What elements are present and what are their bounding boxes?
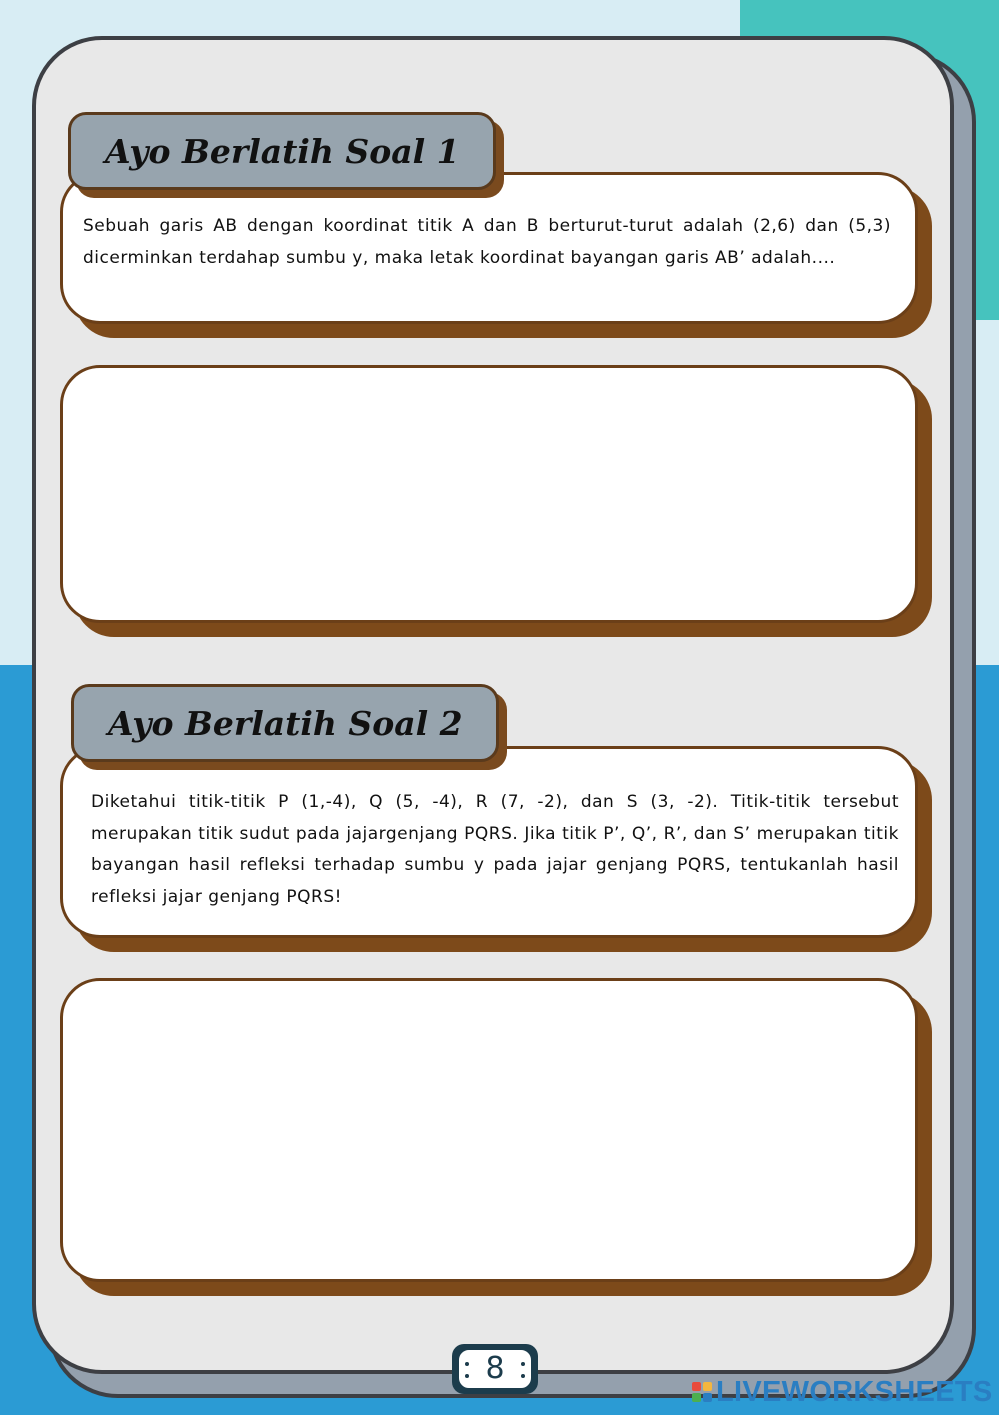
answer-2-input[interactable] xyxy=(87,1005,895,1255)
liveworksheets-logo-icon xyxy=(692,1382,712,1402)
page-dot xyxy=(465,1362,469,1366)
page-dot xyxy=(465,1374,469,1378)
page-dot xyxy=(521,1374,525,1378)
answer-2-box[interactable] xyxy=(60,978,918,1282)
question-2-box xyxy=(60,746,918,938)
page-number: 8 xyxy=(485,1351,505,1386)
answer-1-input[interactable] xyxy=(87,392,895,597)
liveworksheets-brand[interactable] xyxy=(692,1375,993,1409)
page-number-frame xyxy=(459,1350,531,1388)
section-1-title: Ayo Berlatih Soal 1 xyxy=(105,131,460,171)
question-2-text: Diketahui titik-titik P (1,-4), Q (5, -4), R (7, -2), dan S (3, -2). Titik-titik tersebut merupakan titik sudut pada jajargenjang PQRS. Jika titik P’, Q’, R’, dan S’ merupakan titik bayangan hasil refleksi terhadap sumbu y pada jajar genjang PQRS, tentukanlah hasil refleksi jajar genjang PQRS! xyxy=(91,792,899,907)
page-number-badge xyxy=(452,1344,538,1394)
question-1-box xyxy=(60,172,918,324)
section-2-title-tab xyxy=(71,684,499,762)
section-1-title-tab xyxy=(68,112,496,190)
question-1-text: Sebuah garis AB dengan koordinat titik A dan B berturut-turut adalah (2,6) dan (5,3) dicerminkan terdahap sumbu y, maka letak koordinat bayangan garis AB’ adalah.... xyxy=(83,216,891,268)
page-dot xyxy=(521,1362,525,1366)
brand-name: LIVEWORKSHEETS xyxy=(716,1375,993,1408)
answer-1-box[interactable] xyxy=(60,365,918,623)
section-2-title: Ayo Berlatih Soal 2 xyxy=(108,703,463,743)
